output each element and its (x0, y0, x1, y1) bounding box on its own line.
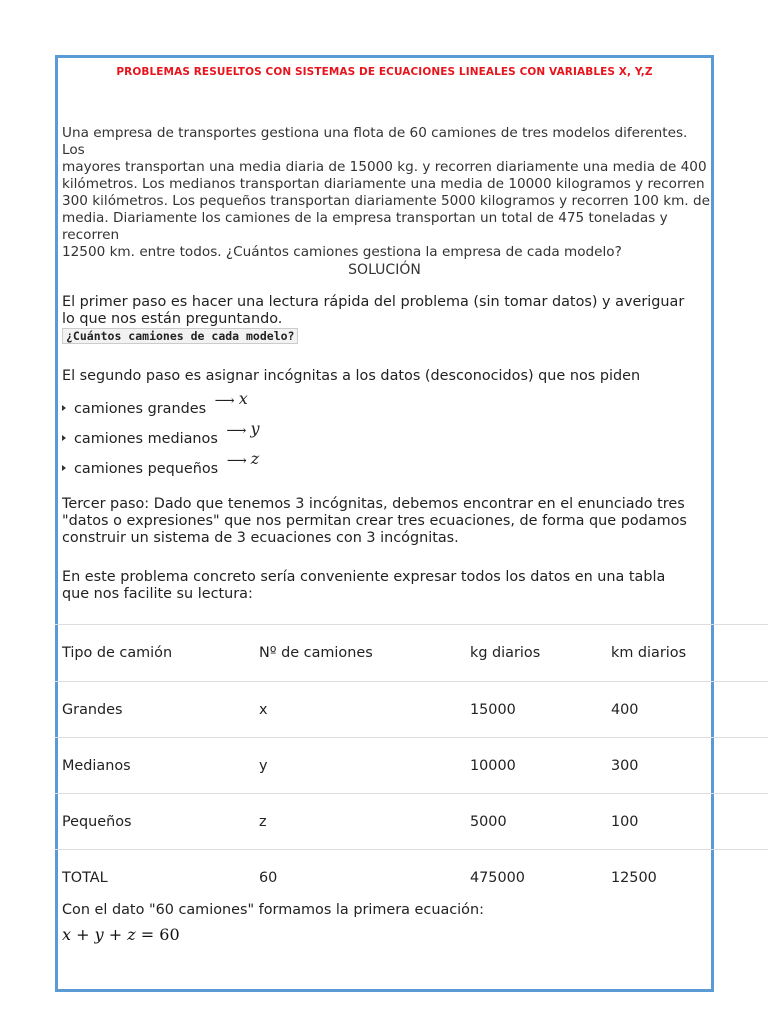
table-header-cell: kg diarios (463, 625, 604, 682)
solution-heading: SOLUCIÓN (348, 262, 421, 278)
step4-line: En este problema concreto sería conveniente expresar todos los datos en una tabla (62, 569, 666, 585)
step3-line: Tercer paso: Dado que tenemos 3 incógnitas, debemos encontrar en el enunciado tres (62, 496, 685, 512)
eq-var: y (94, 925, 104, 944)
variable: x (238, 389, 248, 408)
arrow-icon: ⟶ (214, 393, 235, 409)
table-cell: 60 (252, 850, 463, 906)
question-code: ¿Cuántos camiones de cada modelo? (62, 328, 298, 344)
eq-op: + (76, 925, 90, 944)
table-cell: z (252, 794, 463, 850)
variable: z (250, 449, 260, 468)
table-cell: Grandes (55, 682, 252, 738)
list-item-label: camiones medianos (74, 431, 218, 447)
bullet-icon (62, 435, 66, 441)
step1-line: El primer paso es hacer una lectura rápida del problema (sin tomar datos) y averiguar (62, 294, 685, 310)
table-row (55, 794, 768, 850)
problem-statement (62, 125, 712, 261)
table-cell: 15000 (463, 682, 604, 738)
problem-line: kilómetros. Los medianos transportan diariamente una media de 10000 kilogramos y recorren (62, 176, 705, 192)
table-row (55, 738, 768, 794)
list-item (62, 419, 260, 447)
list-item (62, 389, 248, 417)
table-row (55, 682, 768, 738)
problem-line: Una empresa de transportes gestiona una flota de 60 camiones de tres modelos diferentes. Los (62, 125, 688, 158)
problem-line: mayores transportan una media diaria de 15000 kg. y recorren diariamente una media de 400 (62, 159, 707, 175)
table-cell: 100 (604, 794, 768, 850)
eq-value: 60 (159, 925, 180, 944)
arrow-icon: ⟶ (226, 423, 247, 439)
list-item-label: camiones pequeños (74, 461, 219, 477)
list-item (62, 449, 260, 477)
variable: y (250, 419, 260, 438)
step3-line: "datos o expresiones" que nos permitan crear tres ecuaciones, de forma que podamos (62, 513, 687, 529)
step1-paragraph (62, 294, 712, 328)
table-header-cell: km diarios (604, 625, 768, 682)
table-cell: y (252, 738, 463, 794)
step4-line: que nos facilite su lectura: (62, 586, 253, 602)
eq-var: z (127, 925, 136, 944)
step1-line: lo que nos están preguntando. (62, 311, 283, 327)
table-cell: 475000 (463, 850, 604, 906)
table-header-cell: Nº de camiones (252, 625, 463, 682)
table-cell: 10000 (463, 738, 604, 794)
table-header-row (55, 625, 768, 682)
table-cell: x (252, 682, 463, 738)
table-cell: Medianos (55, 738, 252, 794)
eq-op: = (140, 925, 155, 944)
table-cell: 300 (604, 738, 768, 794)
problem-line: 12500 km. entre todos. ¿Cuántos camiones gestiona la empresa de cada modelo? (62, 244, 622, 260)
eq-var: x (62, 925, 72, 944)
table-header-cell: Tipo de camión (55, 625, 252, 682)
equation (62, 925, 180, 944)
table-cell: 5000 (463, 794, 604, 850)
list-item-label: camiones grandes (74, 401, 207, 417)
table-cell: Pequeños (55, 794, 252, 850)
table-cell: 400 (604, 682, 768, 738)
problem-line: media. Diariamente los camiones de la empresa transportan un total de 475 toneladas y recorren (62, 210, 668, 243)
page-title: PROBLEMAS RESUELTOS CON SISTEMAS DE ECUACIONES LINEALES CON VARIABLES X, Y,Z (116, 66, 653, 78)
data-table (55, 624, 768, 905)
eq-op: + (108, 925, 123, 944)
step4-paragraph (62, 569, 712, 603)
bullet-icon (62, 405, 66, 411)
arrow-icon: ⟶ (226, 453, 247, 469)
step3-line: construir un sistema de 3 ecuaciones con 3 incógnitas. (62, 530, 459, 546)
bullet-icon (62, 465, 66, 471)
conclusion-paragraph: Con el dato "60 camiones" formamos la primera ecuación: (62, 902, 484, 918)
problem-line: 300 kilómetros. Los pequeños transportan diariamente 5000 kilogramos y recorren 100 km. de (62, 193, 710, 209)
step2-paragraph: El segundo paso es asignar incógnitas a los datos (desconocidos) que nos piden (62, 368, 641, 384)
step3-paragraph (62, 496, 712, 547)
table-row (55, 850, 768, 906)
table-cell: 12500 (604, 850, 768, 906)
table-cell: TOTAL (55, 850, 252, 906)
